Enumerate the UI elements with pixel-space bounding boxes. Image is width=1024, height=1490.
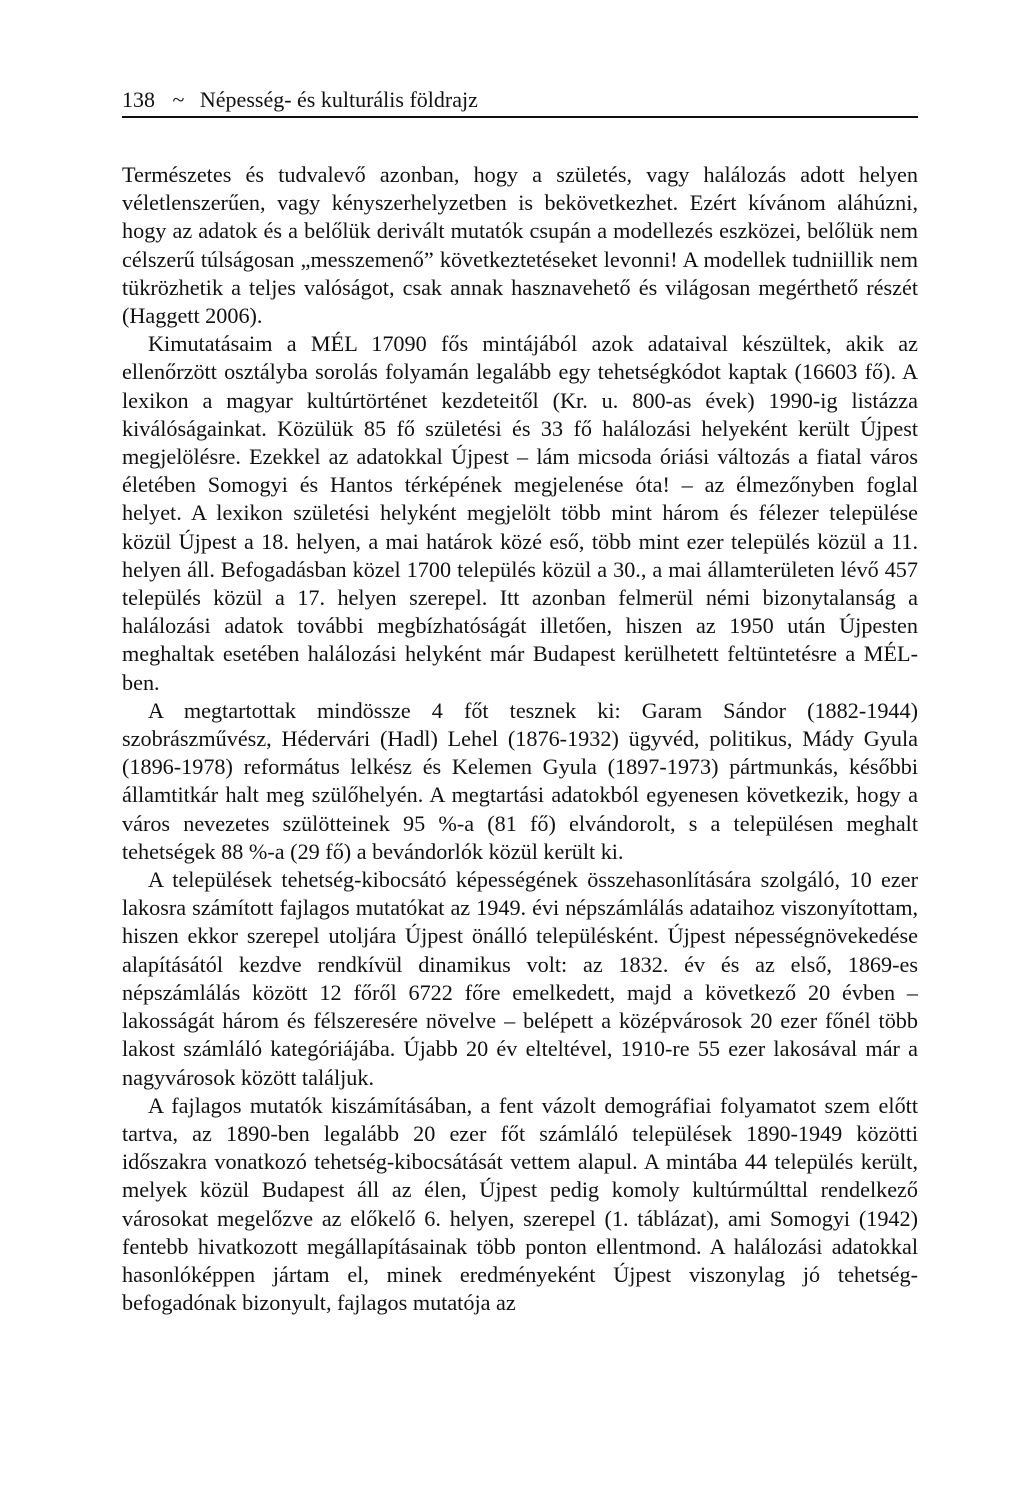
header-rule <box>122 116 918 118</box>
paragraph-3: A megtartottak mindössze 4 főt tesznek ki: Garam Sándor (1882-1944) szobrászművész, Hédervári (Hadl) Lehel (1876-1932) ügyvéd, politikus, Mády Gyula (1896-1978) református lelkész és Kelemen Gyula (1897-1973) pártmunkás, későbbi államtitkár halt meg szülőhelyén. A megtartási adatokból egyenesen következik, hogy a város nevezetes szülötteinek 95 %-a (81 fő) elvándorolt, s a településen meghalt tehetségek 88 %-a (29 fő) a bevándorlók közül került ki. <box>122 697 918 864</box>
chapter-title: Népesség- és kulturális földrajz <box>199 87 478 112</box>
page-number: 138 <box>122 87 155 112</box>
body-text <box>122 161 918 1317</box>
paragraph-2: Kimutatásaim a MÉL 17090 fős mintájából azok adataival készültek, akik az ellenőrzött osztályba sorolás folyamán legalább egy tehetségkódot kaptak (16603 fő). A lexikon a magyar kultúrtörténet kezdeteitől (Kr. u. 800-as évek) 1990-ig listázza kiválóságainkat. Közülük 85 fő születési és 33 fő halálozási helyeként került Újpest megjelölésre. Ezekkel az adatokkal Újpest – lám micsoda óriási változás a fiatal város életében Somogyi és Hantos térképének megjelenése óta! – az élmezőnyben foglal helyet. A lexikon születési helyként megjelölt több mint három és félezer települése közül Újpest a 18. helyen, a mai határok közé eső, több mint ezer település közül a 11. helyen áll. Befogadásban közel 1700 település közül a 30., a mai államterületen lévő 457 település közül a 17. helyen szerepel. Itt azonban felmerül némi bizonytalanság a halálozási adatok további megbízhatóságát illetően, hiszen az 1950 után Újpesten meghaltak esetében halálozási helyként már Budapest kerülhetett feltüntetésre a MÉL-ben. <box>122 331 918 695</box>
running-header <box>122 86 918 114</box>
paragraph-4: A települések tehetség-kibocsátó képességének összehasonlítására szolgáló, 10 ezer lakosra számított fajlagos mutatókat az 1949. évi népszámlálás adataihoz viszonyítottam, hiszen ekkor szerepel utoljára Újpest önálló településként. Újpest népességnövekedése alapításától kezdve rendkívül dinamikus volt: az 1832. év és az első, 1869-es népszámlálás között 12 főről 6722 főre emelkedett, majd a következő 20 évben – lakosságát három és félszeresére növelve – belépett a középvárosok 20 ezer főnél több lakost számláló kategóriájába. Újabb 20 év elteltével, 1910-re 55 ezer lakosával már a nagyvárosok között találjuk. <box>122 867 918 1090</box>
paragraph-1: Természetes és tudvalevő azonban, hogy a születés, vagy halálozás adott helyen véletlenszerűen, vagy kényszerhelyzetben is bekövetkezhet. Ezért kívánom aláhúzni, hogy az adatok és a belőlük derivált mutatók csupán a modellezés eszközei, belőlük nem célszerű túlságosan „messzemenő” következtetéseket levonni! A modellek tudniillik nem tükrözhetik a teljes valóságot, csak annak hasznavehető és világosan megérthető részét (Haggett 2006). <box>122 162 918 329</box>
paragraph-5: A fajlagos mutatók kiszámításában, a fent vázolt demográfiai folyamatot szem előtt tartva, az 1890-ben legalább 20 ezer főt számláló települések 1890-1949 közötti időszakra vonatkozó tehetség-kibocsátását vettem alapul. A mintába 44 település került, melyek közül Budapest áll az élen, Újpest pedig komoly kultúrmúlttal rendelkező városokat megelőzve az előkelő 6. helyen, szerepel (1. táblázat), ami Somogyi (1942) fentebb hivatkozott megállapításainak több ponton ellentmond. A halálozási adatokkal hasonlóképpen jártam el, minek eredményeként Újpest viszonylag jó tehetség-befogadónak bizonyult, fajlagos mutatója az <box>122 1092 918 1316</box>
header-separator: ~ <box>172 87 185 112</box>
